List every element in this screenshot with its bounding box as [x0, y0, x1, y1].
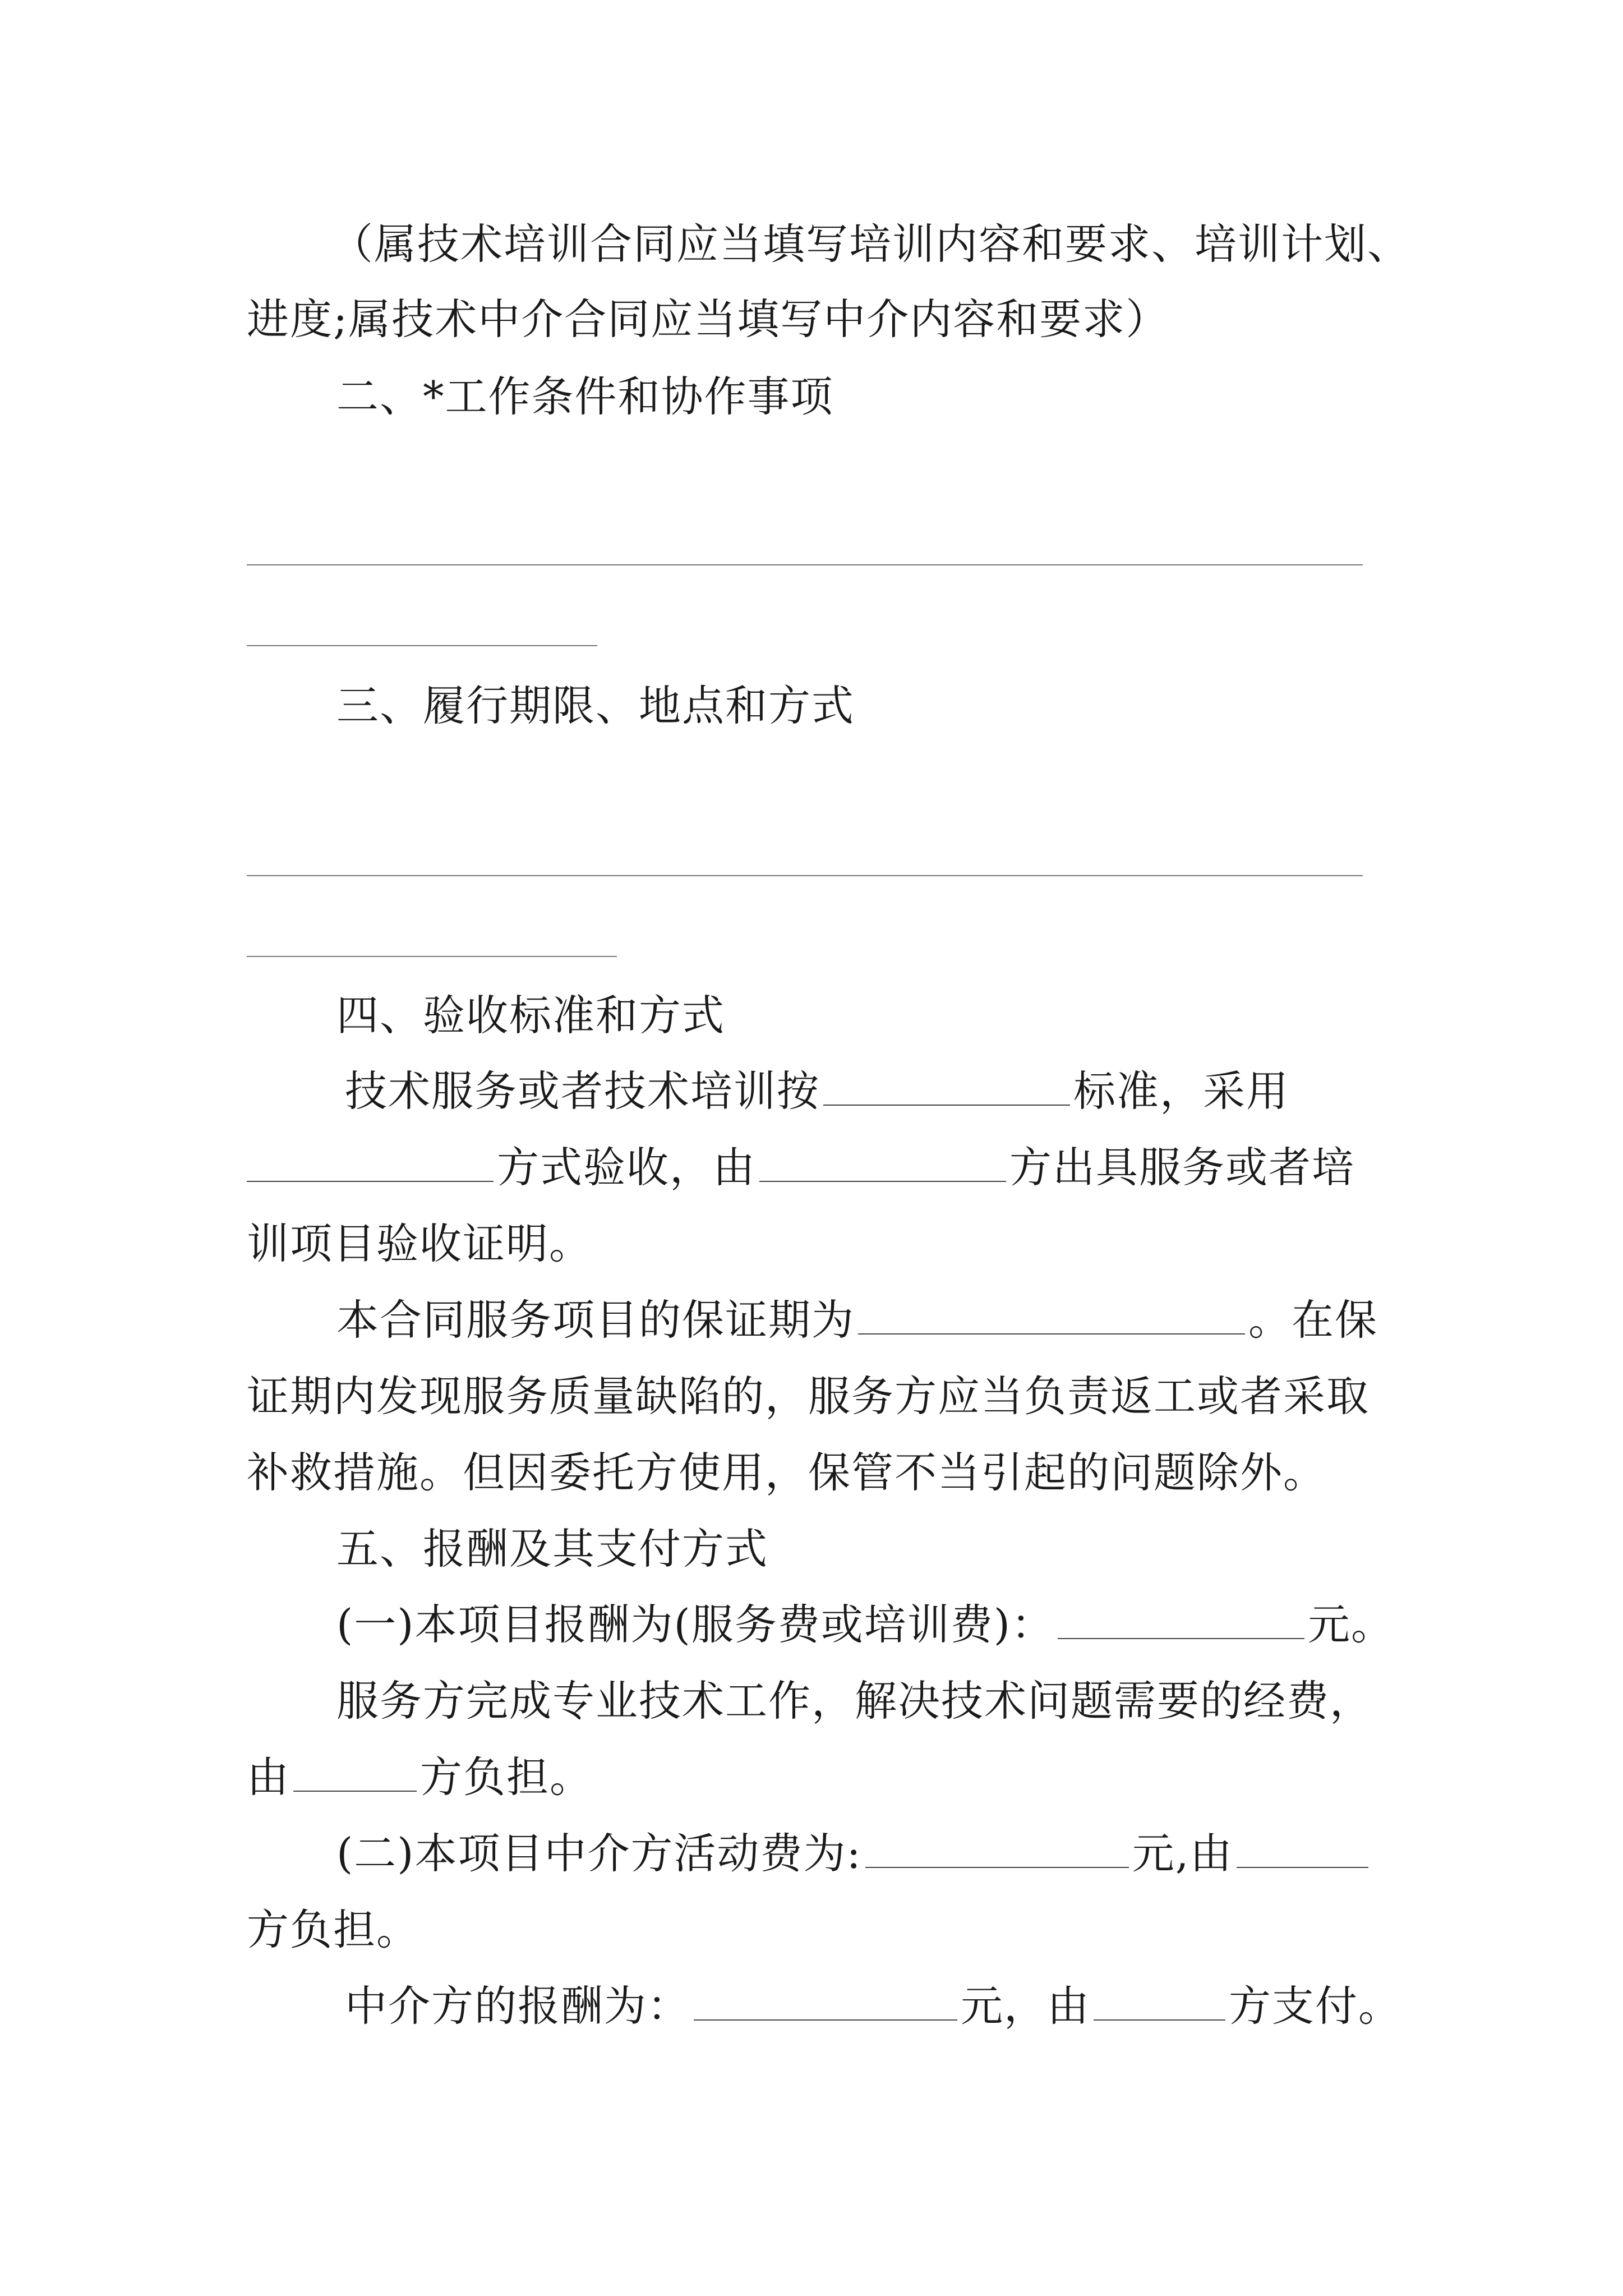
method-blank[interactable]	[247, 1142, 494, 1182]
fill-line-section-3a[interactable]	[247, 875, 1363, 876]
warranty-period-blank[interactable]	[858, 1294, 1245, 1335]
section-4-para-4-b: 。在保	[1248, 1295, 1378, 1345]
fill-line-section-3b[interactable]	[247, 956, 617, 957]
section-4-para-5: 证期内发现服务质量缺陷的，服务方应当负责返工或者采取	[247, 1372, 1370, 1421]
section-5-para-3	[247, 1749, 593, 1805]
fee-amount-blank[interactable]	[1058, 1599, 1304, 1639]
section-5-para-4-b: 元,由	[1132, 1829, 1233, 1878]
section-5-para-1-b: 元。	[1308, 1600, 1395, 1649]
intermediary-fee-blank[interactable]	[865, 1828, 1129, 1868]
fill-line-section-2a[interactable]	[247, 564, 1363, 565]
section-4-title: 四、验收标准和方式	[336, 991, 726, 1040]
standard-blank[interactable]	[823, 1065, 1070, 1106]
section-5-para-5: 方负担。	[247, 1905, 420, 1954]
section-5-title: 五、报酬及其支付方式	[336, 1524, 769, 1573]
intermediary-reward-party-blank[interactable]	[1094, 1980, 1225, 2021]
section-2-title: 二、*工作条件和协作事项	[336, 372, 834, 421]
section-4-para-1	[345, 1063, 1289, 1119]
expense-party-blank[interactable]	[293, 1751, 417, 1792]
section-5-para-6-c: 方支付。	[1229, 1981, 1402, 2031]
section-4-para-3: 训项目验收证明。	[247, 1219, 593, 1268]
note-line-2: 进度;属技术中介合同应当填写中介内容和要求）	[247, 295, 1169, 344]
section-4-para-1-b: 标准，采用	[1073, 1066, 1290, 1116]
section-4-para-2-a: 方式验收，由	[497, 1143, 757, 1192]
section-5-para-1	[336, 1596, 1394, 1653]
section-5-para-1-a: (一)本项目报酬为(服务费或培训费)：	[336, 1600, 1055, 1649]
section-5-para-6-b: 元，由	[961, 1981, 1091, 2031]
section-4-para-4	[336, 1292, 1378, 1348]
intermediary-fee-party-blank[interactable]	[1237, 1828, 1368, 1868]
issuer-blank[interactable]	[759, 1142, 1006, 1182]
section-5-para-3-a: 由	[247, 1752, 291, 1802]
section-5-para-4	[336, 1825, 1372, 1881]
section-5-para-6	[345, 1978, 1401, 2034]
section-5-para-3-b: 方负担。	[420, 1752, 593, 1802]
section-4-para-6: 补救措施。但因委托方使用，保管不当引起的问题除外。	[247, 1448, 1327, 1497]
fill-line-section-2b[interactable]	[247, 645, 597, 646]
intermediary-reward-blank[interactable]	[694, 1980, 957, 2021]
section-4-para-1-a: 技术服务或者技术培训按	[345, 1066, 820, 1116]
section-4-para-2	[247, 1139, 1355, 1195]
section-5-para-6-a: 中介方的报酬为：	[345, 1981, 691, 2031]
section-4-para-4-a: 本合同服务项目的保证期为	[336, 1295, 855, 1345]
section-3-title: 三、履行期限、地点和方式	[336, 681, 855, 730]
section-4-para-2-b: 方出具服务或者培	[1009, 1143, 1355, 1192]
section-5-para-2: 服务方完成专业技术工作，解决技术问题需要的经费，	[336, 1676, 1373, 1726]
note-line-1: （属技术培训合同应当填写培训内容和要求、培训计划、	[331, 219, 1411, 269]
section-5-para-4-a: (二)本项目中介方活动费为:	[336, 1829, 862, 1878]
